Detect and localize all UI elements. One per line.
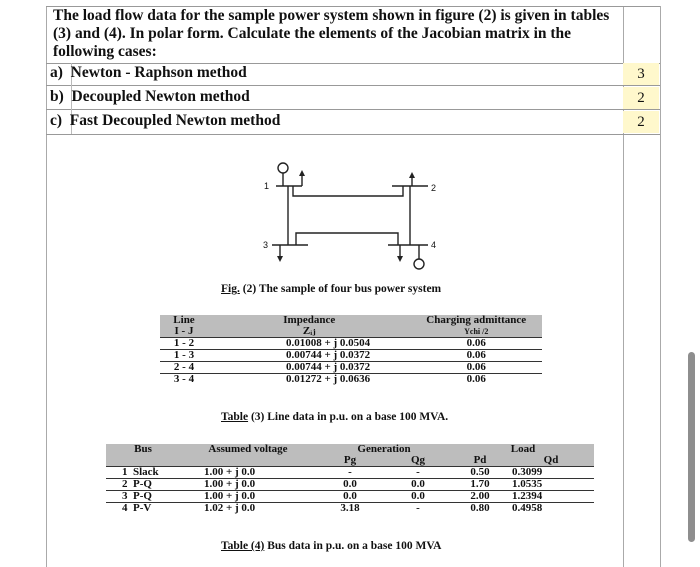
table-row xyxy=(106,479,594,491)
table3-caption-ref: Table xyxy=(221,411,249,423)
load-arrow-4 xyxy=(397,256,403,262)
col-generation: Generation xyxy=(357,443,411,455)
bus-label-3: 3 xyxy=(263,240,269,250)
col-qd: Qd xyxy=(543,454,559,466)
part-a-label: a) xyxy=(50,64,63,81)
table-header-row xyxy=(160,315,542,326)
cell-v: 1.00 + j 0.0 xyxy=(204,478,256,490)
bus-data-table xyxy=(106,444,594,514)
table-row xyxy=(106,467,594,479)
col-charging: Charging admittance xyxy=(426,314,527,326)
bus-label-1: 1 xyxy=(264,181,270,191)
bus-type: P-Q xyxy=(133,478,152,490)
bus-type: Slack xyxy=(133,466,159,478)
vertical-scrollbar[interactable] xyxy=(688,352,695,542)
cell-pg: 3.18 xyxy=(340,502,360,514)
generator-4 xyxy=(414,259,424,269)
table-row xyxy=(160,362,542,374)
cell-qg: 0.0 xyxy=(411,490,425,502)
cell-qg: 0.0 xyxy=(411,478,425,490)
generator-1 xyxy=(278,163,288,173)
table-header-row xyxy=(160,326,542,338)
col-load: Load xyxy=(510,443,536,455)
cell-line: 3 - 4 xyxy=(173,373,195,385)
table4-caption-ref: Table (4) xyxy=(221,540,265,552)
cell-pg: 0.0 xyxy=(343,478,357,490)
cell-qd: 0.3099 xyxy=(512,466,543,478)
cell-pd: 0.50 xyxy=(470,466,490,478)
part-b-label: b) xyxy=(50,88,64,105)
cell-pd: 2.00 xyxy=(470,490,490,502)
col-impedance-sub: Zᵢⱼ xyxy=(302,325,316,337)
col-voltage: Assumed voltage xyxy=(208,443,288,455)
table3-caption xyxy=(221,411,448,423)
cell-z: 0.01008 + j 0.0504 xyxy=(286,337,371,349)
cell-bus xyxy=(106,503,180,515)
figure-caption xyxy=(221,283,441,295)
part-c-label: c) xyxy=(50,112,63,129)
load-arrow-2 xyxy=(409,172,415,178)
bus-label-2: 2 xyxy=(431,183,437,193)
col-impedance: Impedance xyxy=(283,314,336,326)
marks-a: 3 xyxy=(623,63,659,85)
cell-bus xyxy=(106,491,180,503)
cell-v: 1.02 + j 0.0 xyxy=(204,502,256,514)
load-arrow-3 xyxy=(277,256,283,262)
marks-c: 2 xyxy=(623,111,659,133)
table-row xyxy=(160,374,542,386)
cell-bus xyxy=(106,479,180,491)
cell-z: 0.00744 + j 0.0372 xyxy=(286,361,371,373)
bus-number: 2 xyxy=(122,478,128,490)
col-pd: Pd xyxy=(473,454,487,466)
cell-qg: - xyxy=(416,466,420,478)
cell-y: 0.06 xyxy=(466,361,486,373)
figure-caption-text: The sample of four bus power system xyxy=(256,283,442,295)
col-line: Line xyxy=(173,314,195,326)
marks-b: 2 xyxy=(623,87,659,109)
table-header-row xyxy=(106,455,594,467)
bus-number: 3 xyxy=(122,490,128,502)
cell-qg: - xyxy=(416,502,420,514)
bus-type: P-V xyxy=(133,502,152,514)
question-text: The load flow data for the sample power system shown in figure (2) is given in tables (3) and (4). In polar form. Calculate the elements of the Jacobian matrix in the following cases: xyxy=(53,7,610,60)
cell-pg: 0.0 xyxy=(343,490,357,502)
cell-v: 1.00 + j 0.0 xyxy=(204,466,256,478)
cell-z: 0.01272 + j 0.0636 xyxy=(286,373,371,385)
part-c-text: Fast Decoupled Newton method xyxy=(69,112,281,129)
cell-pd: 1.70 xyxy=(470,478,490,490)
cell-bus xyxy=(106,467,180,479)
cell-z: 0.00744 + j 0.0372 xyxy=(286,349,371,361)
figure-caption-num: (2) xyxy=(239,283,257,295)
bus-number: 4 xyxy=(122,502,128,514)
table-row xyxy=(106,503,594,515)
table-row xyxy=(160,350,542,362)
cell-y: 0.06 xyxy=(466,349,486,361)
line-data-table xyxy=(160,315,542,385)
col-line-sub: I - J xyxy=(174,325,194,337)
figure-caption-ref: Fig. xyxy=(221,283,240,295)
col-bus: Bus xyxy=(134,443,152,455)
cell-line: 1 - 3 xyxy=(173,349,195,361)
cell-line: 1 - 2 xyxy=(173,337,195,349)
cell-y: 0.06 xyxy=(466,373,486,385)
part-a-text: Newton - Raphson method xyxy=(70,64,247,81)
col-charging-sub: Ychi /2 xyxy=(464,327,489,336)
table4-caption xyxy=(221,540,442,552)
cell-v: 1.00 + j 0.0 xyxy=(204,490,256,502)
line-3-4 xyxy=(296,233,398,245)
bus-type: P-Q xyxy=(133,490,152,502)
table3-caption-text: (3) Line data in p.u. on a base 100 MVA. xyxy=(248,411,449,423)
col-pg: Pg xyxy=(343,454,357,466)
table4-caption-text: Bus data in p.u. on a base 100 MVA xyxy=(264,540,442,552)
cell-qd: 1.2394 xyxy=(512,490,543,502)
cell-line: 2 - 4 xyxy=(173,361,195,373)
part-b-text: Decoupled Newton method xyxy=(71,88,250,105)
table-row xyxy=(160,338,542,350)
cell-pg: - xyxy=(348,466,352,478)
load-arrow-1 xyxy=(299,170,305,176)
cell-y: 0.06 xyxy=(466,337,486,349)
table-row xyxy=(106,491,594,503)
cell-pd: 0.80 xyxy=(470,502,490,514)
cell-qd: 1.0535 xyxy=(512,478,543,490)
bus-label-4: 4 xyxy=(431,240,437,250)
cell-qd: 0.4958 xyxy=(512,502,543,514)
col-qg: Qg xyxy=(410,454,426,466)
line-1-2 xyxy=(293,186,403,196)
bus-number: 1 xyxy=(122,466,128,478)
